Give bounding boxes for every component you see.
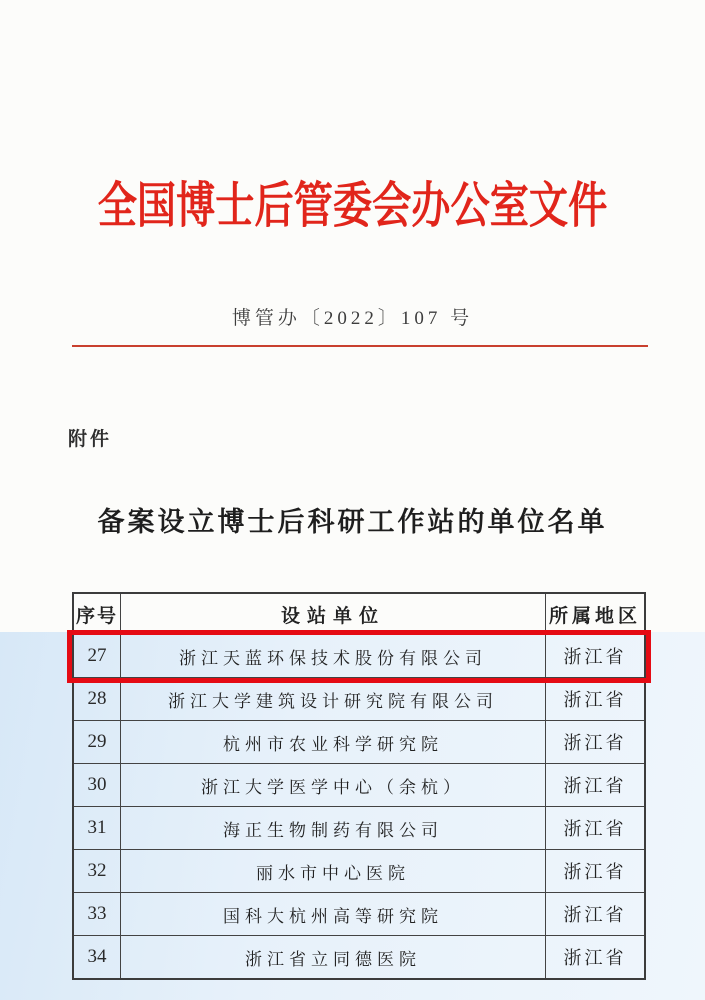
section-title: 备案设立博士后科研工作站的单位名单 [97, 507, 608, 537]
table-body [73, 635, 645, 980]
cell-unit: 浙江省立同德医院 [121, 936, 546, 980]
table-header-row [73, 593, 645, 635]
cell-unit: 丽水市中心医院 [121, 850, 546, 893]
cell-unit: 杭州市农业科学研究院 [121, 721, 546, 764]
cell-no: 30 [73, 764, 121, 807]
cell-region: 浙江省 [546, 678, 646, 721]
cell-no: 27 [73, 635, 121, 678]
cell-no: 29 [73, 721, 121, 764]
cell-unit: 浙江大学建筑设计研究院有限公司 [121, 678, 546, 721]
document-title: 全国博士后管委会办公室文件 [97, 178, 608, 233]
cell-no: 33 [73, 893, 121, 936]
attachment-label: 附件 [68, 429, 113, 450]
cell-no: 34 [73, 936, 121, 980]
table-row [73, 764, 645, 807]
cell-unit: 海正生物制药有限公司 [121, 807, 546, 850]
cell-unit: 国科大杭州高等研究院 [121, 893, 546, 936]
table-row [73, 678, 645, 721]
red-divider-rule [72, 345, 648, 347]
cell-region: 浙江省 [546, 936, 646, 980]
table-row [73, 936, 645, 980]
cell-unit: 浙江大学医学中心（余杭） [121, 764, 546, 807]
header-cell-unit: 设站单位 [121, 593, 546, 635]
cell-no: 31 [73, 807, 121, 850]
table-row [73, 721, 645, 764]
document-number: 博管办〔2022〕107 号 [231, 308, 474, 329]
cell-region: 浙江省 [546, 764, 646, 807]
header-cell-no: 序号 [73, 593, 121, 635]
cell-region: 浙江省 [546, 893, 646, 936]
cell-no: 32 [73, 850, 121, 893]
table-row [73, 850, 645, 893]
cell-region: 浙江省 [546, 721, 646, 764]
cell-unit: 浙江天蓝环保技术股份有限公司 [121, 635, 546, 678]
units-table [72, 592, 646, 980]
cell-region: 浙江省 [546, 850, 646, 893]
cell-region: 浙江省 [546, 807, 646, 850]
cell-no: 28 [73, 678, 121, 721]
cell-region: 浙江省 [546, 635, 646, 678]
table-row [73, 807, 645, 850]
table-row [73, 893, 645, 936]
table-row [73, 635, 645, 678]
header-cell-region: 所属地区 [546, 593, 646, 635]
